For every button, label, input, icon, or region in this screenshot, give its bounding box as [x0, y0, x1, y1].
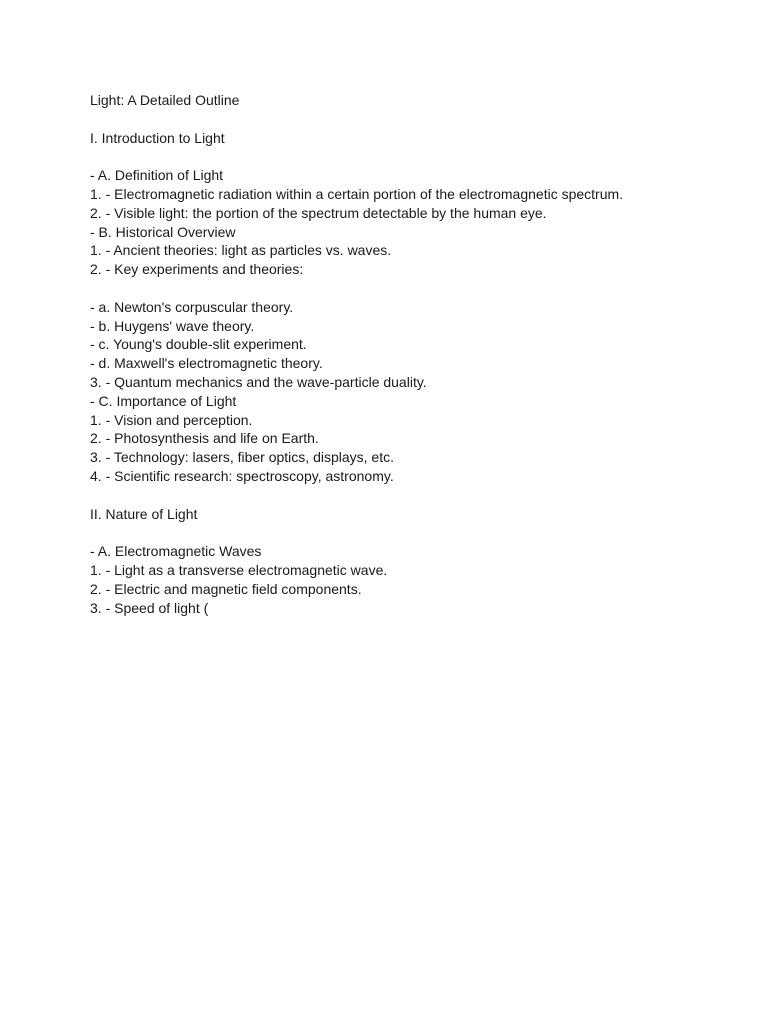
spacer	[90, 279, 730, 298]
document-body	[90, 91, 730, 617]
list-subitem: - b. Huygens' wave theory.	[90, 317, 255, 334]
section-heading: I. Introduction to Light	[90, 129, 225, 146]
list-item: 2. - Visible light: the portion of the spectrum detectable by the human eye.	[90, 204, 547, 221]
subsection-heading: - A. Electromagnetic Waves	[90, 543, 262, 560]
subsection-heading: - A. Definition of Light	[90, 167, 224, 184]
spacer	[90, 110, 730, 129]
list-subitem: - c. Young's double-slit experiment.	[90, 336, 307, 353]
list-item: 1. - Vision and perception.	[90, 411, 253, 428]
section-heading: II. Nature of Light	[90, 505, 198, 522]
list-item: 2. - Photosynthesis and life on Earth.	[90, 430, 319, 447]
list-item: 1. - Ancient theories: light as particles vs. waves.	[90, 242, 392, 259]
subsection-heading: - B. Historical Overview	[90, 223, 236, 240]
spacer	[90, 486, 730, 505]
list-subitem: - d. Maxwell's electromagnetic theory.	[90, 355, 323, 372]
list-item: 4. - Scientific research: spectroscopy, astronomy.	[90, 467, 394, 484]
subsection-heading: - C. Importance of Light	[90, 392, 237, 409]
list-item: 3. - Speed of light (	[90, 599, 209, 616]
list-item: 3. - Quantum mechanics and the wave-particle duality.	[90, 373, 427, 390]
list-item: 2. - Electric and magnetic field components.	[90, 580, 362, 597]
spacer	[90, 523, 730, 542]
list-item: 2. - Key experiments and theories:	[90, 261, 304, 278]
spacer	[90, 147, 730, 166]
list-item: 3. - Technology: lasers, fiber optics, displays, etc.	[90, 449, 394, 466]
list-item: 1. - Electromagnetic radiation within a certain portion of the electromagnetic spectrum.	[90, 185, 624, 202]
document-title: Light: A Detailed Outline	[90, 92, 240, 108]
list-subitem: - a. Newton's corpuscular theory.	[90, 298, 294, 315]
list-item: 1. - Light as a transverse electromagnetic wave.	[90, 561, 388, 578]
